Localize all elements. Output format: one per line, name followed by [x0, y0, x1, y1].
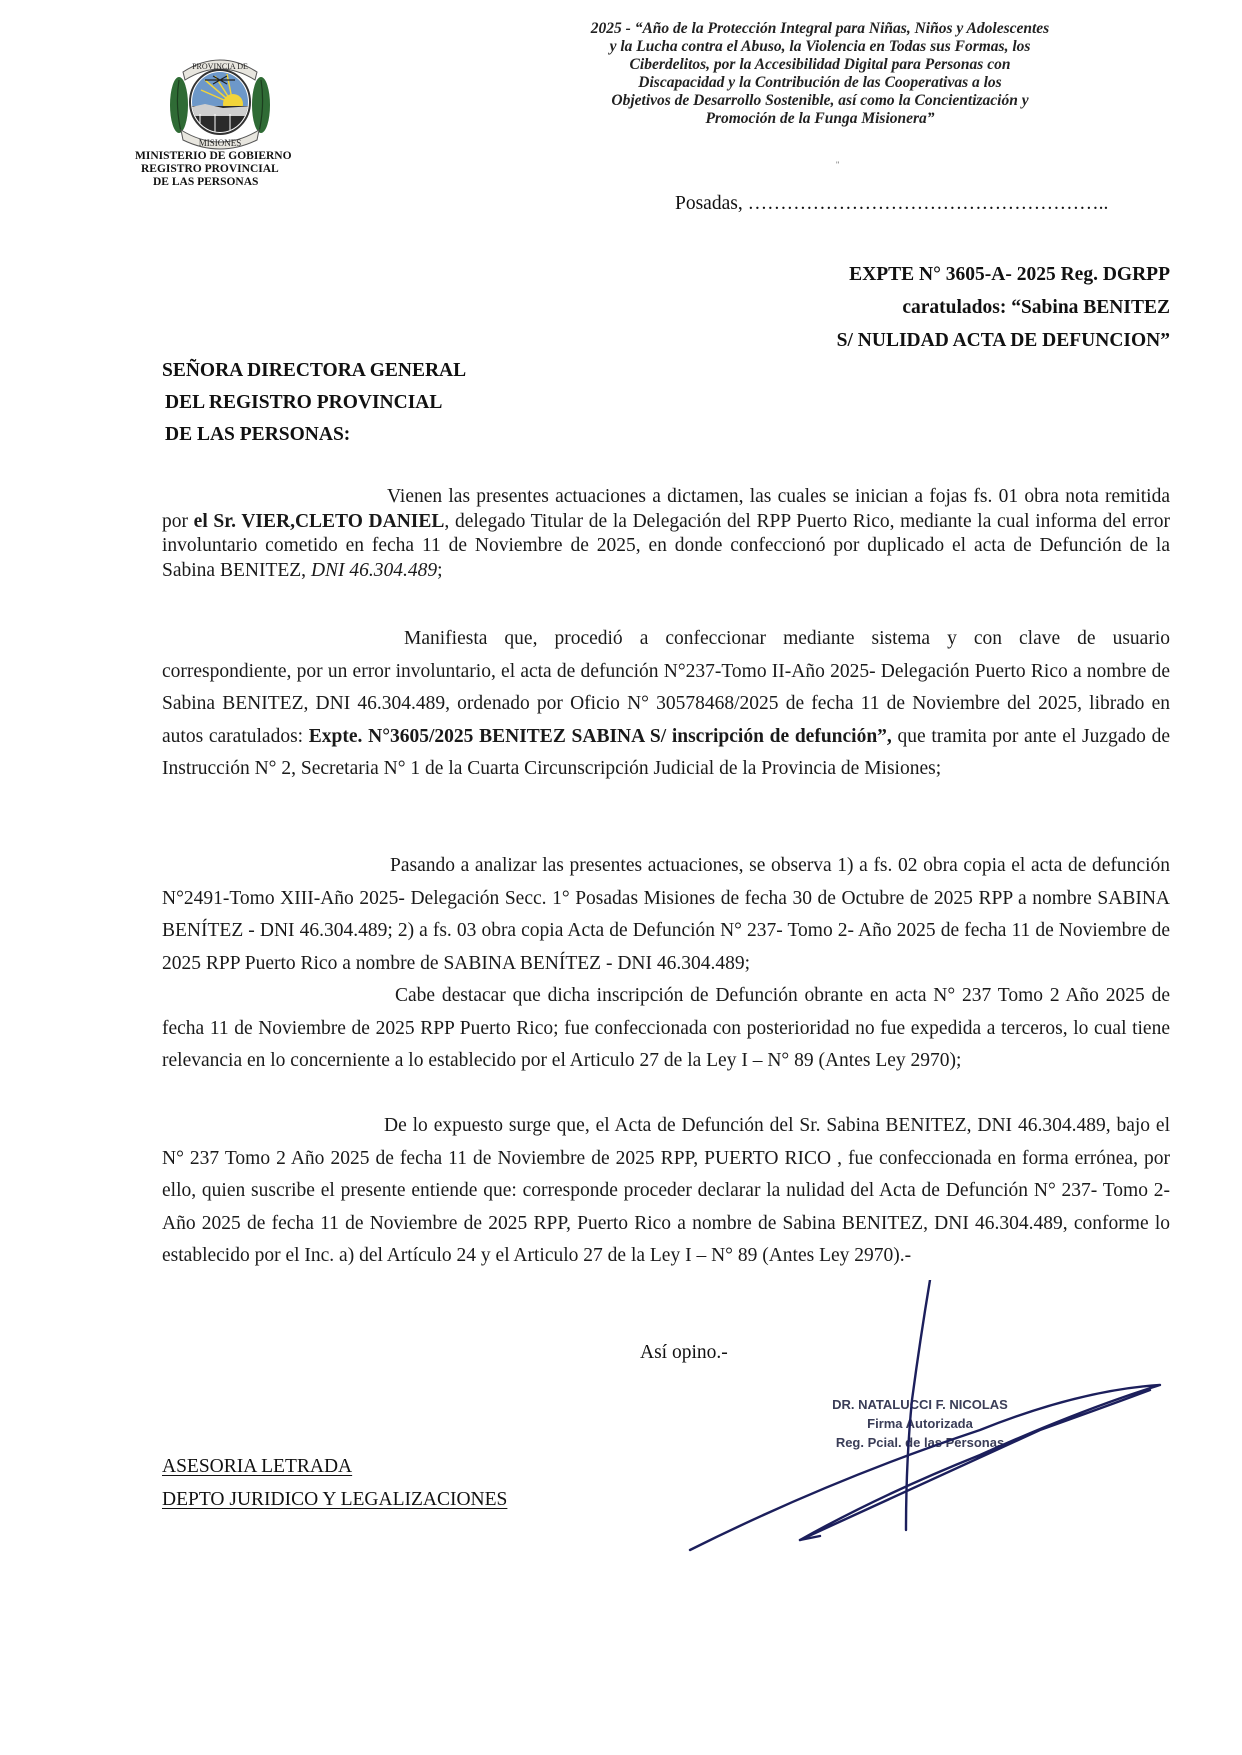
text: , delegado Titular de la Delegación del RPP Puerto Rico, mediante la cual informa del error involuntario cometido en fecha 11 de Noviembre de 2025, en donde confeccionó por duplicado el acta de Defunción de la Sabina BENITEZ,: [162, 510, 1170, 581]
crest-top-text: PROVINCIA DE: [192, 62, 248, 71]
case-subject: S/ NULIDAD ACTA DE DEFUNCION”: [836, 330, 1170, 351]
paragraph-conclusion: [162, 1110, 1170, 1273]
ministry-heading: [135, 150, 292, 189]
analysis-text: Pasando a analizar las presentes actuaciones, se observa 1) a fs. 02 obra copia el acta de defunción N°2491-Tomo XIII-Año 2025- Delegación Secc. 1° Posadas Misiones de fecha 30 de Octubre de 2025 RPP a nombre SABINA BENÍTEZ - DNI 46.304.489; 2) a fs. 03 obra copia Acta de Defunción N° 237- Tomo 2- Año 2025 de fecha 11 de Noviembre de 2025 RPP Puerto Rico a nombre de SABINA BENÍTEZ - DNI 46.304.489;: [162, 855, 1170, 974]
text: Manifiesta que, procedió a confeccionar mediante sistema y con clave de usuario correspondiente, por un error involuntario, el acta de defunción N°237-Tomo II-Año 2025- Delegación Puerto Rico a nombre de Sabina BENITEZ, DNI 46.304.489, ordenado por Oficio N° 30578468/2025 de fecha 11 de Noviembre del 2025, librado en autos caratulados:: [162, 628, 1170, 747]
motto-line: 2025 - “Año de la Protección Integral para Niñas, Niños y Adolescentes: [590, 20, 1050, 37]
paragraph-analysis: [162, 850, 1170, 1078]
text: Vienen las presentes actuaciones a dictamen, las cuales se inician a fojas fs. 01 obra nota remitida por: [162, 486, 1170, 532]
text: ;: [437, 559, 443, 581]
motto-line: y la Lucha contra el Abuso, la Violencia en Todas sus Formas, los: [609, 38, 1031, 55]
dni-reference: DNI 46.304.489: [310, 559, 438, 581]
ministry-line: DE LAS PERSONAS: [153, 176, 259, 188]
province-crest-icon: [165, 50, 275, 150]
ministry-line: MINISTERIO DE GOBIERNO: [135, 150, 292, 162]
case-file-reference: Expte. N°3605/2025 BENITEZ SABINA S/ inscripción de defunción”,: [308, 725, 892, 747]
paragraph-intro: [162, 485, 1170, 583]
year-motto: [480, 20, 1160, 128]
ministry-line: REGISTRO PROVINCIAL: [141, 163, 279, 175]
stamp-office: Reg. Pcial. de las Personas: [835, 1435, 1005, 1450]
case-reference: [837, 258, 1170, 357]
case-title: caratulados: “Sabina BENITEZ: [902, 297, 1170, 318]
conclusion-text: De lo expuesto surge que, el Acta de Defunción del Sr. Sabina BENITEZ, DNI 46.304.489, bajo el N° 237 Tomo 2 Año 2025 de fecha 11 de Noviembre de 2025 RPP, PUERTO RICO , fue confeccionada en forma errónea, por ello, quien suscribe el presente entiende que: corresponde proceder declarar la nulidad del Acta de Defunción N° 237- Tomo 2- Año 2025 de fecha 11 de Noviembre de 2025 RPP, Puerto Rico a nombre de Sabina BENITEZ, DNI 46.304.489, conforme lo establecido por el Inc. a) del Artículo 24 y el Articulo 27 de la Ley I – N° 89 (Antes Ley 2970).-: [162, 1115, 1170, 1266]
small-mark: ": [836, 160, 840, 170]
highlight-text: Cabe destacar que dicha inscripción de Defunción obrante en acta N° 237 Tomo 2 Año 2025 de fecha 11 de Noviembre de 2025 RPP Puerto Rico; fue confeccionada con posterioridad no fue expedida a terceros, lo cual tiene relevancia en lo concerniente a lo establecido por el Articulo 27 de la Ley I – N° 89 (Antes Ley 2970);: [162, 985, 1170, 1071]
addressee-line: SEÑORA DIRECTORA GENERAL: [162, 360, 467, 381]
case-number: EXPTE N° 3605-A- 2025 Reg. DGRPP: [849, 264, 1170, 285]
delegate-name: el Sr. VIER,CLETO DANIEL: [193, 510, 445, 532]
stamp-name: DR. NATALUCCI F. NICOLAS: [832, 1397, 1008, 1412]
closing-statement: Así opino.-: [640, 1342, 728, 1363]
place-date: Posadas, ………………………………………………..: [675, 193, 1109, 214]
stamp-title: Firma Autorizada: [867, 1416, 973, 1431]
motto-line: Ciberdelitos, por la Accesibilidad Digital para Personas con: [629, 56, 1011, 73]
addressee-line: DEL REGISTRO PROVINCIAL: [165, 392, 443, 413]
motto-line: Objetivos de Desarrollo Sostenible, así como la Concientización y: [611, 92, 1029, 109]
addressee: [162, 355, 466, 451]
handwritten-signature-icon: [680, 1280, 1180, 1560]
addressee-line: DE LAS PERSONAS:: [165, 424, 351, 445]
issuing-department: [162, 1450, 507, 1516]
motto-line: Discapacidad y la Contribución de las Cooperativas a los: [638, 74, 1002, 91]
department-line: DEPTO JURIDICO Y LEGALIZACIONES: [162, 1489, 508, 1510]
paragraph-statement: [162, 623, 1170, 786]
crest-bottom-text: MISIONES: [198, 138, 242, 148]
text: que tramita por ante el Juzgado de Instrucción N° 2, Secretaria N° 1 de la Cuarta Circunscripción Judicial de la Provincia de Misiones;: [162, 725, 1170, 779]
department-line: ASESORIA LETRADA: [162, 1456, 353, 1477]
motto-line: Promoción de la Funga Misionera”: [705, 110, 935, 127]
